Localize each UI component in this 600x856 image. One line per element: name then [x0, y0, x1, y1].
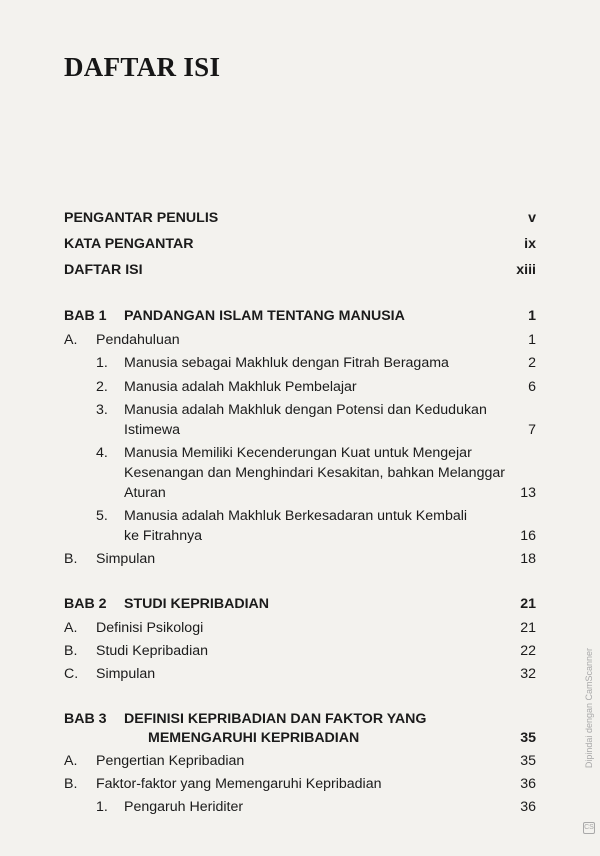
section-label: Studi Kepribadian	[96, 643, 209, 659]
item-label-continued: Kesenangan dan Menghindari Kesakitan, bahkan Melanggar	[124, 465, 505, 481]
toc-page-number: 2	[528, 355, 536, 371]
section-letter: B.	[64, 776, 78, 792]
section-letter: B.	[64, 551, 78, 567]
toc-page-number: 7	[528, 422, 536, 438]
page-title: DAFTAR ISI	[64, 52, 221, 82]
toc-page-number: 35	[520, 753, 536, 769]
toc-page-number: 36	[520, 776, 536, 792]
toc-page-number: 36	[520, 799, 536, 815]
toc-page-number: 35	[520, 730, 536, 746]
item-label: Manusia adalah Makhluk dengan Potensi dan Kedudukan	[124, 402, 487, 418]
toc-entry-label: KATA PENGANTAR	[64, 236, 194, 252]
item-label-continued: Istimewa	[124, 422, 180, 438]
section-letter: A.	[64, 332, 78, 348]
chapter-number: BAB 3	[64, 711, 107, 727]
section-label: Definisi Psikologi	[96, 620, 204, 636]
toc-page-number: 21	[520, 596, 536, 612]
item-number: 1.	[96, 355, 108, 371]
item-number: 4.	[96, 445, 108, 461]
toc-page-number: 16	[520, 528, 536, 544]
item-label-continued: Aturan	[124, 485, 166, 501]
item-number: 1.	[96, 799, 108, 815]
section-letter: B.	[64, 643, 78, 659]
toc-entry-label: PENGANTAR PENULIS	[64, 210, 219, 226]
toc-entry-label: DAFTAR ISI	[64, 262, 143, 278]
section-label: Simpulan	[96, 666, 156, 682]
chapter-number: BAB 1	[64, 308, 107, 324]
chapter-number: BAB 2	[64, 596, 107, 612]
chapter-title: DEFINISI KEPRIBADIAN DAN FAKTOR YANG	[124, 711, 427, 727]
scanner-watermark: Dipindai dengan CamScanner	[584, 648, 594, 769]
toc-page-number: v	[528, 210, 536, 226]
toc-page-number: 1	[528, 332, 536, 348]
item-number: 5.	[96, 508, 108, 524]
item-label: Manusia adalah Makhluk Pembelajar	[124, 379, 357, 395]
section-letter: A.	[64, 753, 78, 769]
chapter-title: PANDANGAN ISLAM TENTANG MANUSIA	[124, 308, 405, 324]
item-number: 3.	[96, 402, 108, 418]
item-label: Manusia Memiliki Kecenderungan Kuat untuk Mengejar	[124, 445, 472, 461]
toc-page-number: 22	[520, 643, 536, 659]
toc-page-number: 32	[520, 666, 536, 682]
chapter-title-continued: MEMENGARUHI KEPRIBADIAN	[148, 730, 360, 746]
toc-page-number: 1	[528, 308, 536, 324]
item-label: Manusia sebagai Makhluk dengan Fitrah Beragama	[124, 355, 449, 371]
camscanner-icon: CS	[583, 822, 595, 834]
section-label: Simpulan	[96, 551, 156, 567]
section-letter: C.	[64, 666, 79, 682]
toc-page-number: 18	[520, 551, 536, 567]
chapter-title: STUDI KEPRIBADIAN	[124, 596, 270, 612]
item-label: Pengaruh Heriditer	[124, 799, 244, 815]
section-label: Pendahuluan	[96, 332, 180, 348]
toc-page-number: 6	[528, 379, 536, 395]
item-label: Manusia adalah Makhluk Berkesadaran untuk Kembali	[124, 508, 468, 524]
toc-page-number: ix	[524, 236, 536, 252]
section-letter: A.	[64, 620, 78, 636]
toc-page-number: 13	[520, 485, 536, 501]
section-label: Faktor-faktor yang Memengaruhi Kepribadian	[96, 776, 382, 792]
section-label: Pengertian Kepribadian	[96, 753, 245, 769]
toc-page-number: xiii	[516, 262, 536, 278]
item-number: 2.	[96, 379, 108, 395]
item-label-continued: ke Fitrahnya	[124, 528, 203, 544]
toc-page-number: 21	[520, 620, 536, 636]
